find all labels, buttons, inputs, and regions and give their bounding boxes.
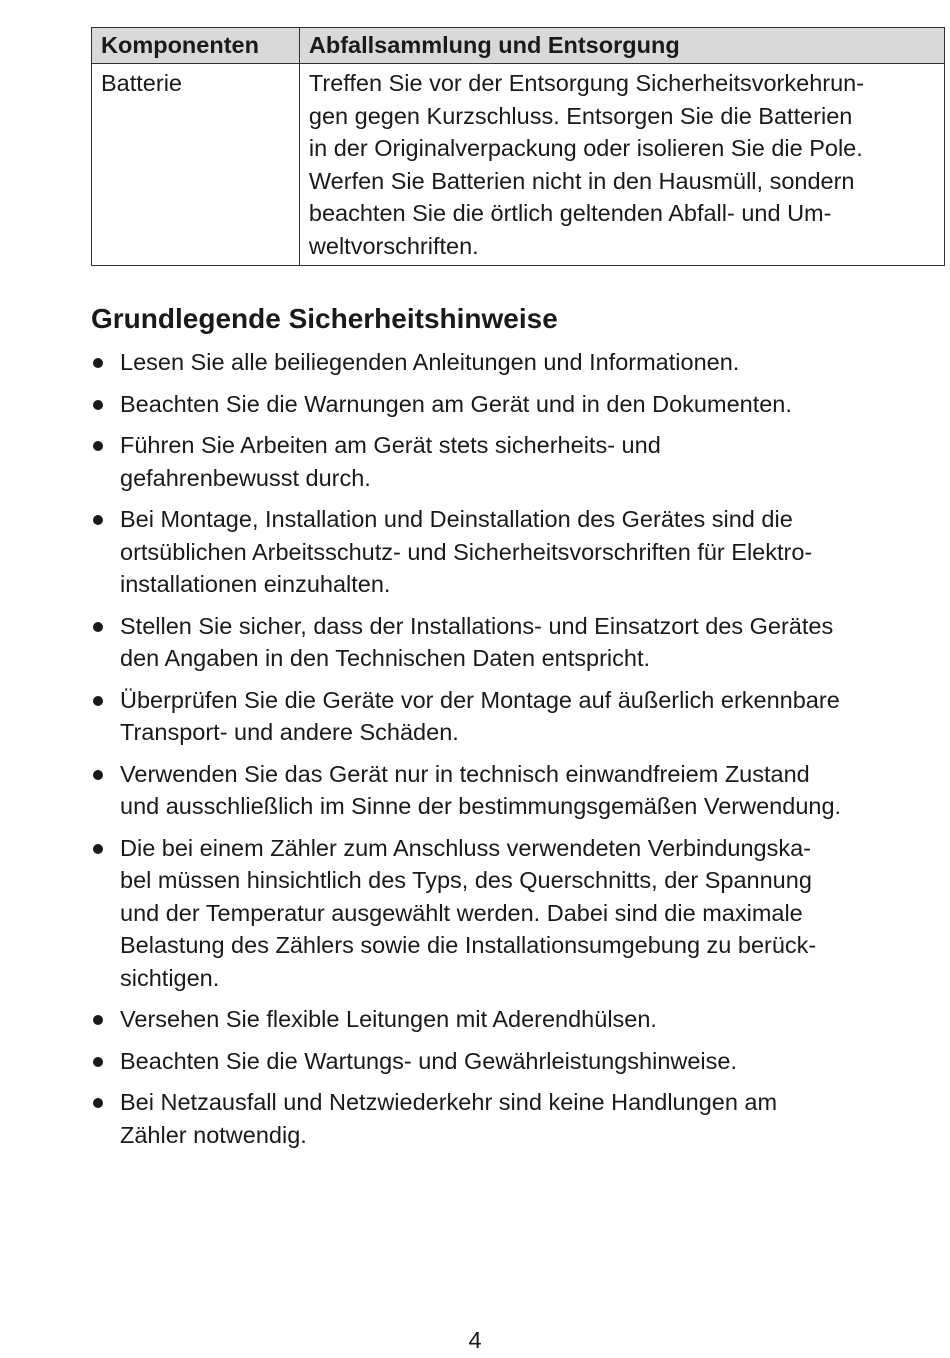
list-item-text: Überprüfen Sie die Geräte vor der Montage auf äußerlich erkennbare Transport- und andere Schäden. [120, 686, 840, 745]
list-item [91, 1045, 945, 1078]
document-page [91, 27, 945, 1160]
list-item-text: Stellen Sie sicher, dass der Installations- und Einsatzort des Gerätes den Angaben in den Technischen Daten entspricht. [120, 612, 834, 671]
list-item-text: Beachten Sie die Warnungen am Gerät und in den Dokumenten. [120, 390, 792, 417]
column-header-disposal: Abfallsammlung und Entsorgung [299, 28, 944, 64]
list-item [91, 1003, 945, 1036]
column-header-components: Komponenten [92, 28, 300, 64]
bullet-icon [93, 400, 103, 410]
bullet-icon [93, 1057, 103, 1067]
page-number: 4 [468, 1327, 482, 1353]
component-cell: Batterie [92, 64, 300, 266]
list-item-text: Die bei einem Zähler zum Anschluss verwendeten Verbindungska- bel müssen hinsichtlich des Typs, des Querschnitts, der Spannung und der Temperatur ausgewählt werden. Dabei sind die maximale Belastung des Zählers sowie die Installationsumgebung zu berück- sichtigen. [120, 834, 817, 991]
bullet-icon [93, 622, 103, 632]
list-item-text: Führen Sie Arbeiten am Gerät stets sicherheits- und gefahrenbewusst durch. [120, 432, 661, 491]
bullet-icon [93, 1015, 103, 1025]
list-item-text: Lesen Sie alle beiliegenden Anleitungen und Informationen. [120, 349, 740, 375]
bullet-icon [93, 358, 103, 368]
table-header-row [92, 28, 945, 64]
list-item-text: Bei Montage, Installation und Deinstallation des Gerätes sind die ortsüblichen Arbeitsschutz- und Sicherheitsvorschriften für Elektro- installationen einzuhalten. [120, 506, 813, 597]
list-item [91, 684, 945, 749]
table-row [92, 64, 945, 266]
list-item [91, 429, 945, 494]
disposal-table [91, 27, 945, 266]
bullet-icon [93, 441, 103, 451]
bullet-icon [93, 515, 103, 525]
safety-instructions-list [91, 346, 945, 1151]
disposal-cell: Treffen Sie vor der Entsorgung Sicherheitsvorkehrun- gen gegen Kurzschluss. Entsorgen Sie die Batterien in der Originalverpackung oder isolieren Sie die Pole. Werfen Sie Batterien nicht in den Hausmüll, sondern beachten Sie die örtlich geltenden Abfall- und Um- weltvorschriften. [299, 64, 944, 266]
bullet-icon [93, 696, 103, 706]
list-item-text: Bei Netzausfall und Netzwiederkehr sind keine Handlungen am Zähler notwendig. [120, 1089, 778, 1148]
list-item-text: Beachten Sie die Wartungs- und Gewährleistungshinweise. [120, 1047, 738, 1074]
list-item-text: Versehen Sie flexible Leitungen mit Aderendhülsen. [120, 1006, 657, 1032]
list-item [91, 1086, 945, 1151]
list-item-text: Verwenden Sie das Gerät nur in technisch einwandfreiem Zustand und ausschließlich im Sinne der bestimmungsgemäßen Verwendung. [120, 760, 842, 819]
bullet-icon [93, 770, 103, 780]
list-item [91, 610, 945, 675]
list-item [91, 503, 945, 601]
list-item [91, 758, 945, 823]
list-item [91, 388, 945, 421]
bullet-icon [93, 1098, 103, 1108]
bullet-icon [93, 844, 103, 854]
section-title: Grundlegende Sicherheitshinweise [91, 303, 558, 334]
list-item [91, 346, 945, 379]
list-item [91, 832, 945, 995]
